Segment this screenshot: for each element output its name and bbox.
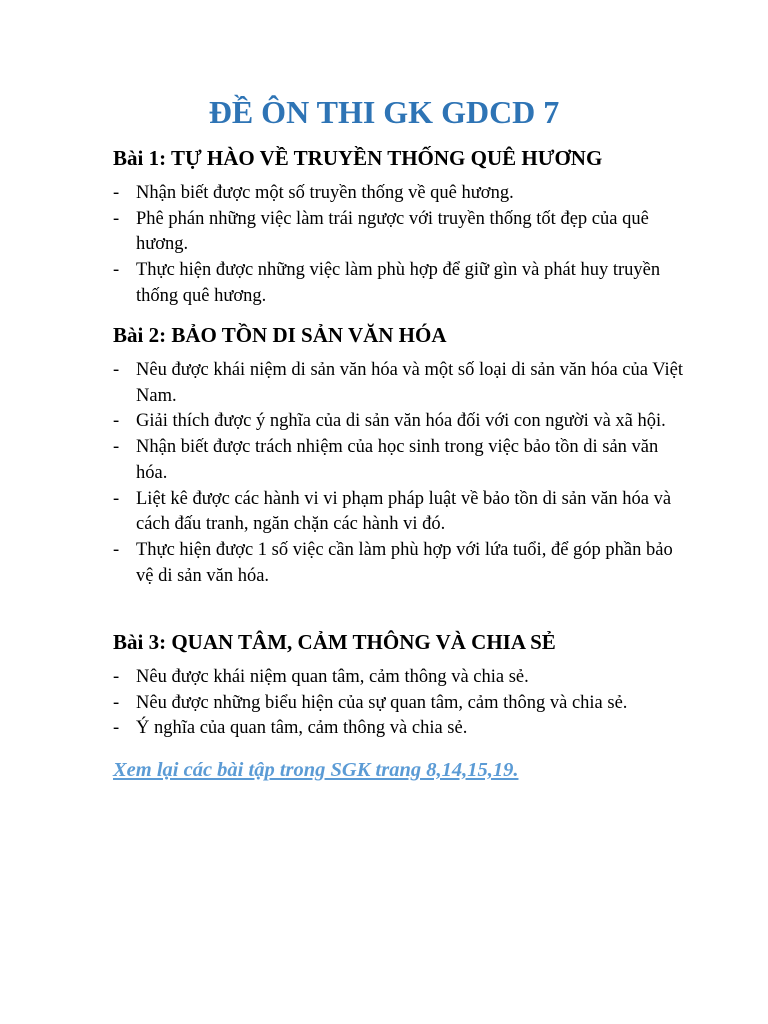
list-item (113, 538, 693, 589)
bullet-dash: - (113, 208, 120, 229)
list-item (113, 487, 693, 538)
document-title: ĐỀ ÔN THI GK GDCD 7 (208, 94, 560, 130)
section-heading: Bài 2: BẢO TỒN DI SẢN VĂN HÓA (113, 323, 447, 347)
list-item-text: Nêu được khái niệm quan tâm, cảm thông và chia sẻ. (136, 667, 529, 687)
list-item-text: Liệt kê được các hành vi vi phạm pháp luật về bảo tồn di sản văn hóa và cách đấu tranh, ngăn chặn các hành vi đó. (136, 488, 672, 535)
list-item-text: Nhận biết được trách nhiệm của học sinh trong việc bảo tồn di sản văn hóa. (136, 437, 659, 483)
review-exercises-link[interactable]: Xem lại các bài tập trong SGK trang 8,14,15,19. (113, 759, 519, 781)
section-bai-2 (113, 320, 693, 589)
list-item-text: Nhận biết được một số truyền thống về quê hương. (136, 183, 514, 203)
list-item-text: Thực hiện được những việc làm phù hợp để giữ gìn và phát huy truyền thống quê hương. (136, 260, 661, 306)
section-bai-1 (113, 143, 693, 310)
list-item (113, 207, 693, 258)
list-item (113, 716, 693, 742)
bullet-dash: - (113, 360, 120, 380)
list-item-text: Giải thích được ý nghĩa của di sản văn hóa đối với con người và xã hội. (136, 411, 666, 432)
list-item (113, 258, 693, 309)
list-item-text: Nêu được khái niệm di sản văn hóa và một số loại di sản văn hóa của Việt Nam. (136, 360, 684, 406)
bullet-dash: - (113, 488, 120, 509)
bullet-dash: - (113, 260, 120, 281)
list-item (113, 435, 693, 486)
list-item (113, 181, 693, 207)
bullet-dash: - (113, 539, 120, 560)
list-item (113, 665, 693, 691)
bullet-dash: - (113, 718, 120, 739)
objective-list (113, 358, 693, 589)
list-item (113, 409, 693, 435)
objective-list (113, 181, 693, 310)
section-heading: Bài 3: QUAN TÂM, CẢM THÔNG VÀ CHIA SẺ (113, 630, 556, 654)
list-item-text: Phê phán những việc làm trái ngược với truyền thống tốt đẹp của quê hương. (136, 208, 649, 255)
bullet-dash: - (113, 411, 120, 432)
bullet-dash: - (113, 437, 120, 458)
section-heading: Bài 1: TỰ HÀO VỀ TRUYỀN THỐNG QUÊ HƯƠNG (113, 146, 603, 170)
objective-list (113, 665, 693, 742)
list-item-text: Nêu được những biểu hiện của sự quan tâm, cảm thông và chia sẻ. (136, 692, 628, 713)
bullet-dash: - (113, 183, 120, 203)
section-bai-3 (113, 627, 693, 742)
list-item-text: Ý nghĩa của quan tâm, cảm thông và chia sẻ. (136, 718, 468, 739)
bullet-dash: - (113, 692, 120, 713)
list-item (113, 358, 693, 409)
list-item (113, 691, 693, 717)
bullet-dash: - (113, 667, 120, 687)
list-item-text: Thực hiện được 1 số việc cần làm phù hợp với lứa tuổi, để góp phần bảo vệ di sản văn hóa. (136, 539, 673, 586)
